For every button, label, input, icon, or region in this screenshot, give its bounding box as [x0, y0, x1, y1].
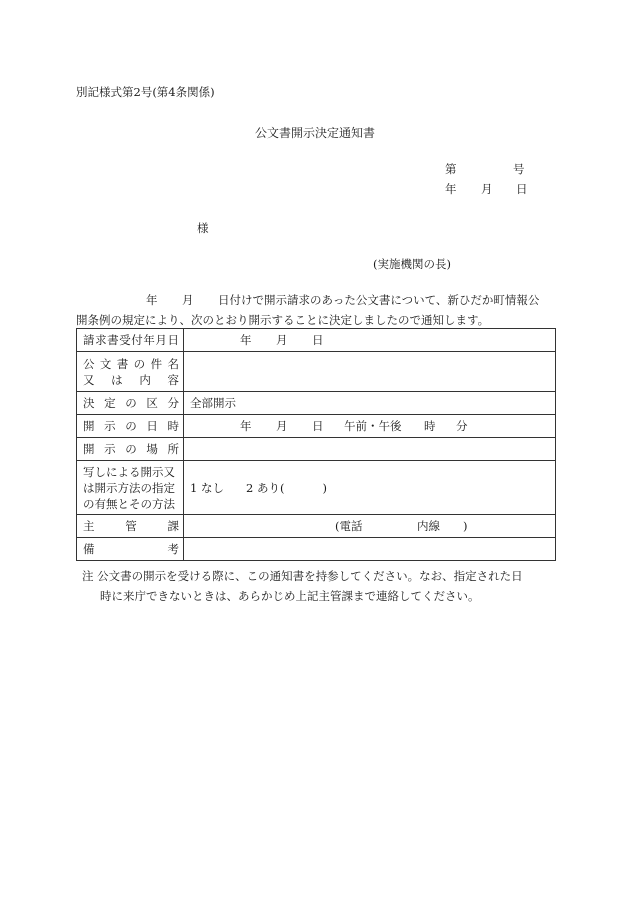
table-row [77, 352, 556, 392]
form-table [76, 328, 556, 561]
received-year: 年 [240, 333, 252, 347]
disclosure-ampm: 午前・午後 [344, 419, 402, 433]
label-disclosure-place [77, 438, 184, 461]
number-prefix: 第 [445, 162, 457, 176]
cell-label: 決 定 の 区 分 [83, 396, 179, 410]
table-row [77, 538, 556, 561]
option-yes: 2 あり( [246, 480, 285, 495]
disclosure-year: 年 [240, 419, 252, 433]
cell-label: の有無とその方法 [83, 496, 175, 511]
option-yes-close: ) [322, 480, 327, 495]
table-row [77, 438, 556, 461]
intro-month: 月 [182, 293, 194, 307]
date-day: 日 [516, 182, 528, 196]
label-decision-type [77, 392, 184, 415]
document-title: 公文書開示決定通知書 [254, 126, 375, 140]
value-disclosure-place[interactable] [184, 438, 556, 461]
cell-label: 主 管 課 [83, 519, 179, 533]
cell-label: 開 示 の 日 時 [83, 419, 179, 433]
received-day: 日 [312, 333, 324, 347]
disclosure-month: 月 [276, 419, 288, 433]
cell-label: 請 求 書 受 付 年 月 日 [83, 333, 179, 347]
disclosure-minute: 分 [456, 419, 468, 433]
cell-label: 備 考 [83, 542, 179, 556]
value-decision-type[interactable]: 全部開示 [184, 392, 556, 415]
label-copy-method [77, 461, 184, 515]
value-remarks[interactable] [184, 538, 556, 561]
cell-label: 公 文 書 の 件 名 [83, 356, 179, 371]
value-document-subject[interactable] [184, 352, 556, 392]
date-month: 月 [481, 182, 493, 196]
intro-year: 年 [146, 293, 158, 307]
note-paragraph [82, 566, 562, 606]
addressee-suffix: 様 [197, 221, 209, 235]
dept-ext: 内線 [417, 519, 440, 533]
value-received-date[interactable] [184, 329, 556, 352]
note-line1: 注 公文書の開示を受ける際に、この通知書を持参してください。なお、指定された日 [82, 569, 523, 583]
label-responsible-dept [77, 515, 184, 538]
label-received-date [77, 329, 184, 352]
cell-label: は開示方法の指定 [83, 480, 175, 495]
table-row [77, 461, 556, 515]
intro-line1: 日付けで開示請求のあった公文書について、新ひだか町情報公 [218, 293, 540, 307]
received-month: 月 [276, 333, 288, 347]
disclosure-hour: 時 [424, 419, 436, 433]
note-line2: 時に来庁できないときは、あらかじめ上記主管課まで連絡してください。 [100, 589, 480, 603]
option-none: 1 なし [190, 480, 224, 495]
disclosure-day: 日 [312, 419, 324, 433]
value-copy-method[interactable] [184, 461, 556, 515]
dept-tel: (電話 [335, 519, 363, 533]
table-row [77, 392, 556, 415]
label-remarks [77, 538, 184, 561]
dept-close: ) [463, 519, 468, 533]
intro-paragraph [76, 290, 556, 330]
intro-line2: 開条例の規定により、次のとおり開示することに決定しましたので通知します。 [76, 313, 490, 327]
cell-label: 写しによる開示又 [83, 464, 175, 479]
label-disclosure-datetime [77, 415, 184, 438]
value-disclosure-datetime[interactable] [184, 415, 556, 438]
label-document-subject [77, 352, 184, 392]
table-row [77, 329, 556, 352]
issuer: (実施機関の長) [373, 257, 451, 271]
cell-label: 又 は 内 容 [83, 372, 179, 387]
form-reference: 別記様式第2号(第4条関係) [76, 85, 215, 99]
table-row [77, 415, 556, 438]
date-year: 年 [445, 182, 457, 196]
value-responsible-dept[interactable] [184, 515, 556, 538]
table-row [77, 515, 556, 538]
number-suffix: 号 [513, 162, 525, 176]
cell-label: 開 示 の 場 所 [83, 442, 179, 456]
